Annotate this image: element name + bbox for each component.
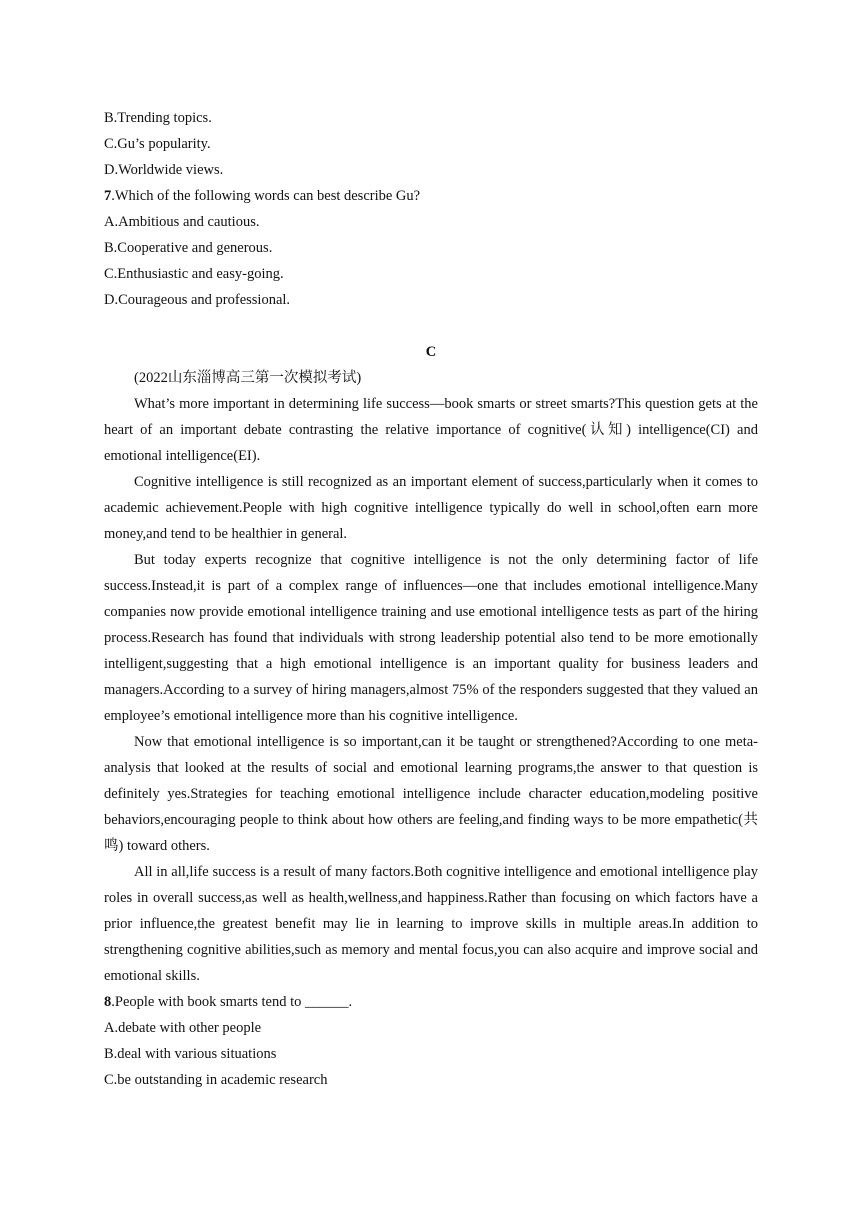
document-page — [104, 105, 758, 1093]
q8-option-a: A.debate with other people — [104, 1020, 262, 1036]
passage-paragraph-4: Now that emotional intelligence is so important,can it be taught or strengthened?According to one meta-analysis that looked at the results of social and emotional learning programs,the answer to that question is definitely yes.Strategies for teaching emotional intelligence include character education,modeling positive behaviors,encouraging people to think about how others are feeling,and finding ways to be more empathetic(共鸣) toward others. — [104, 734, 758, 854]
question-8-number: 8 — [104, 994, 112, 1010]
question-7 — [104, 183, 758, 209]
q7-option-a: A.Ambitious and cautious. — [104, 214, 260, 230]
question-8 — [104, 989, 758, 1015]
passage-paragraph-2: Cognitive intelligence is still recognized as an important element of success,particularly when it comes to academic achievement.People with high cognitive intelligence typically do well in school,often earn more money,and tend to be healthier in general. — [104, 474, 758, 542]
q7-option-c: C.Enthusiastic and easy-going. — [104, 266, 284, 282]
section-title: C — [425, 344, 437, 360]
q6-option-c: C.Gu’s popularity. — [104, 136, 211, 152]
q7-option-d: D.Courageous and professional. — [104, 292, 291, 308]
passage-paragraph-3: But today experts recognize that cognitive intelligence is not the only determining factor of life success.Instead,it is part of a complex range of influences—one that includes emotional intelligence.Many companies now provide emotional intelligence training and use emotional intelligence tests as part of the hiring process.Research has found that individuals with strong leadership potential also tend to be more emotionally intelligent,suggesting that a high emotional intelligence is an important quality for business leaders and managers.According to a survey of hiring managers,almost 75% of the responders suggested that they valued an employee’s emotional intelligence more than his cognitive intelligence. — [104, 552, 758, 724]
passage-source: (2022山东淄博高三第一次模拟考试) — [134, 370, 362, 386]
question-7-text: .Which of the following words can best describe Gu? — [111, 188, 421, 204]
question-8-text: .People with book smarts tend to ______. — [111, 994, 353, 1010]
q8-option-c: C.be outstanding in academic research — [104, 1072, 328, 1088]
passage-paragraph-1: What’s more important in determining life success—book smarts or street smarts?This question gets at the heart of an important debate contrasting the relative importance of cognitive(认知) intelligence(CI) and emotional intelligence(EI). — [104, 396, 758, 464]
q6-option-d: D.Worldwide views. — [104, 162, 224, 178]
question-7-number: 7 — [104, 188, 112, 204]
q7-option-b: B.Cooperative and generous. — [104, 240, 273, 256]
passage-paragraph-5: All in all,life success is a result of many factors.Both cognitive intelligence and emotional intelligence play roles in overall success,as well as health,wellness,and happiness.Rather than focusing on which factors have a prior influence,the greatest benefit may lie in learning to improve skills in multiple areas.In addition to strengthening cognitive abilities,such as memory and mental focus,you can also acquire and improve social and emotional skills. — [104, 864, 758, 984]
q6-option-b: B.Trending topics. — [104, 110, 212, 126]
q8-option-b: B.deal with various situations — [104, 1046, 277, 1062]
